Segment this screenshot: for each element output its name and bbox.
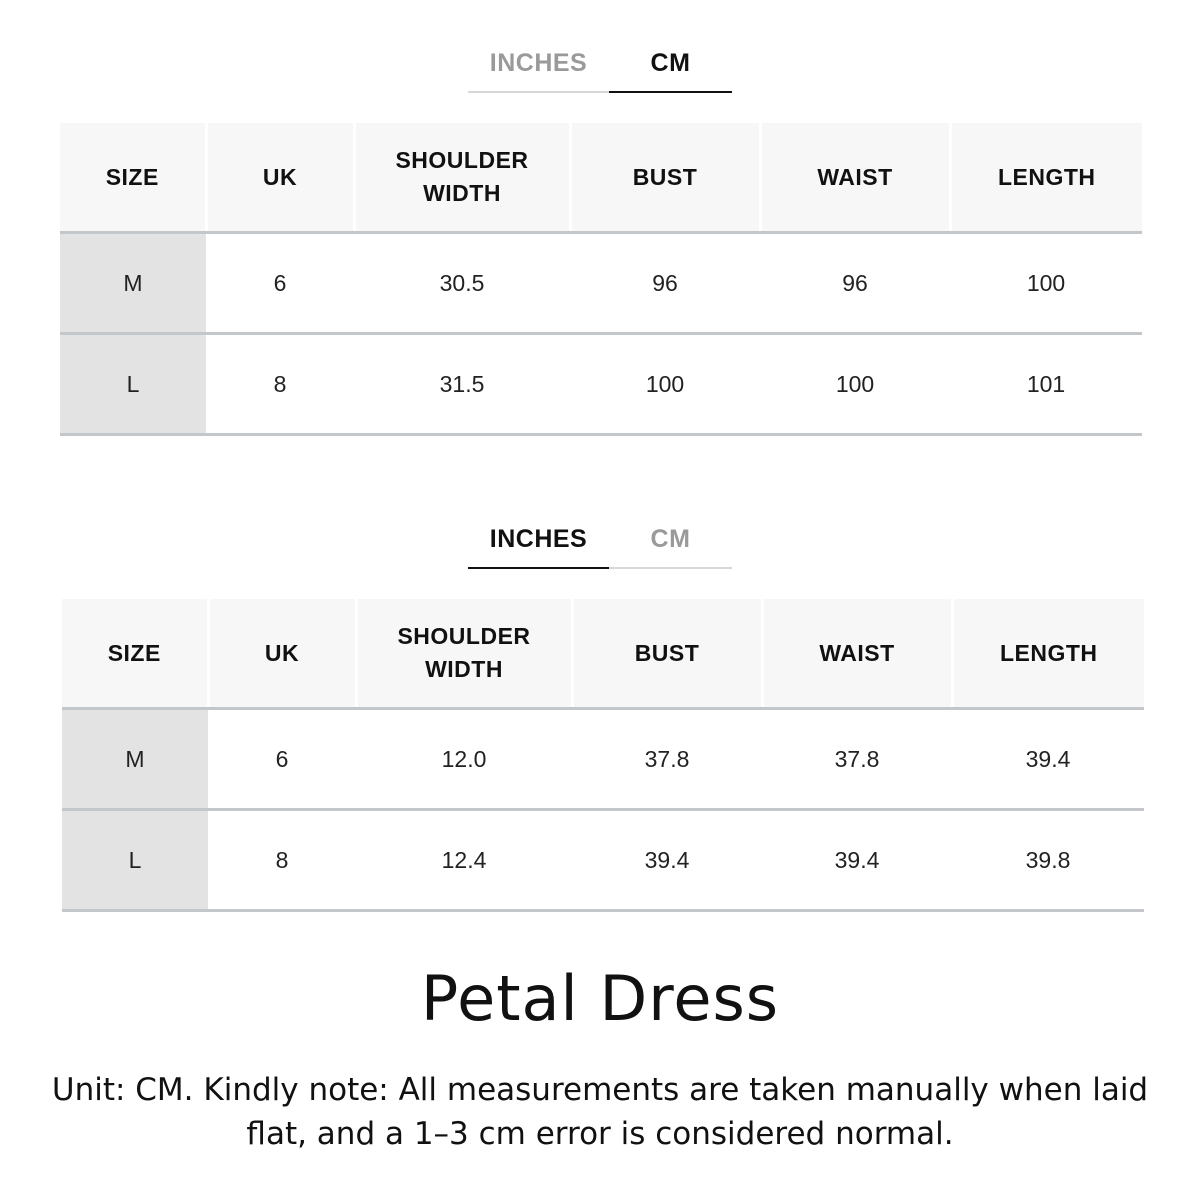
header-waist: WAIST — [760, 123, 950, 233]
note-line-1: Unit: CM. Kindly note: All measurements are taken manually when laid — [51, 1072, 1149, 1108]
cell-length: 39.8 — [952, 810, 1144, 911]
tab-underline-inches — [468, 91, 609, 93]
table-row — [62, 709, 1144, 810]
tab-cm[interactable]: CM — [650, 49, 691, 77]
cell-bust: 100 — [570, 334, 760, 435]
table-row — [60, 233, 1142, 334]
header-shoulder-line1: SHOULDER — [397, 623, 531, 649]
cell-shoulder: 31.5 — [354, 334, 570, 435]
cell-bust: 96 — [570, 233, 760, 334]
cell-waist: 37.8 — [762, 709, 952, 810]
cell-shoulder: 12.0 — [356, 709, 572, 810]
product-title: Petal Dress — [420, 962, 780, 1035]
header-length: LENGTH — [950, 123, 1142, 233]
cell-size: L — [62, 810, 208, 911]
header-size: SIZE — [60, 123, 206, 233]
table-row — [62, 810, 1144, 911]
header-bust: BUST — [570, 123, 760, 233]
tab-underline-cm-active — [609, 91, 732, 93]
unit-tabs — [468, 39, 732, 99]
header-row — [60, 123, 1142, 233]
table-row — [60, 334, 1142, 435]
cell-uk: 6 — [206, 233, 354, 334]
tab-cm[interactable]: CM — [650, 525, 691, 553]
header-waist: WAIST — [762, 599, 952, 709]
cell-size: M — [60, 233, 206, 334]
cell-length: 100 — [950, 233, 1142, 334]
cell-bust: 37.8 — [572, 709, 762, 810]
cell-shoulder: 12.4 — [356, 810, 572, 911]
unit-tabs — [468, 515, 732, 575]
cell-size: L — [60, 334, 206, 435]
cell-uk: 8 — [208, 810, 356, 911]
header-uk: UK — [208, 599, 356, 709]
size-table — [60, 123, 1142, 436]
cell-waist: 96 — [760, 233, 950, 334]
header-length: LENGTH — [952, 599, 1144, 709]
header-size: SIZE — [62, 599, 208, 709]
header-row — [62, 599, 1144, 709]
tab-inches[interactable]: INCHES — [489, 525, 588, 553]
tab-inches[interactable]: INCHES — [489, 49, 588, 77]
header-shoulder-line2: WIDTH — [425, 656, 503, 682]
header-bust: BUST — [572, 599, 762, 709]
note-line-2: flat, and a 1–3 cm error is considered normal. — [246, 1116, 954, 1152]
cell-size: M — [62, 709, 208, 810]
header-shoulder-line2: WIDTH — [423, 180, 501, 206]
cell-waist: 100 — [760, 334, 950, 435]
header-shoulder-width — [356, 599, 572, 709]
cell-shoulder: 30.5 — [354, 233, 570, 334]
header-uk: UK — [206, 123, 354, 233]
cell-waist: 39.4 — [762, 810, 952, 911]
cell-length: 101 — [950, 334, 1142, 435]
cell-length: 39.4 — [952, 709, 1144, 810]
cell-uk: 6 — [208, 709, 356, 810]
measurement-note — [40, 1068, 1160, 1156]
tab-underline-cm — [609, 567, 732, 569]
cell-uk: 8 — [206, 334, 354, 435]
header-shoulder-line1: SHOULDER — [395, 147, 529, 173]
size-table — [62, 599, 1144, 912]
tab-underline-inches-active — [468, 567, 609, 569]
header-shoulder-width — [354, 123, 570, 233]
cell-bust: 39.4 — [572, 810, 762, 911]
